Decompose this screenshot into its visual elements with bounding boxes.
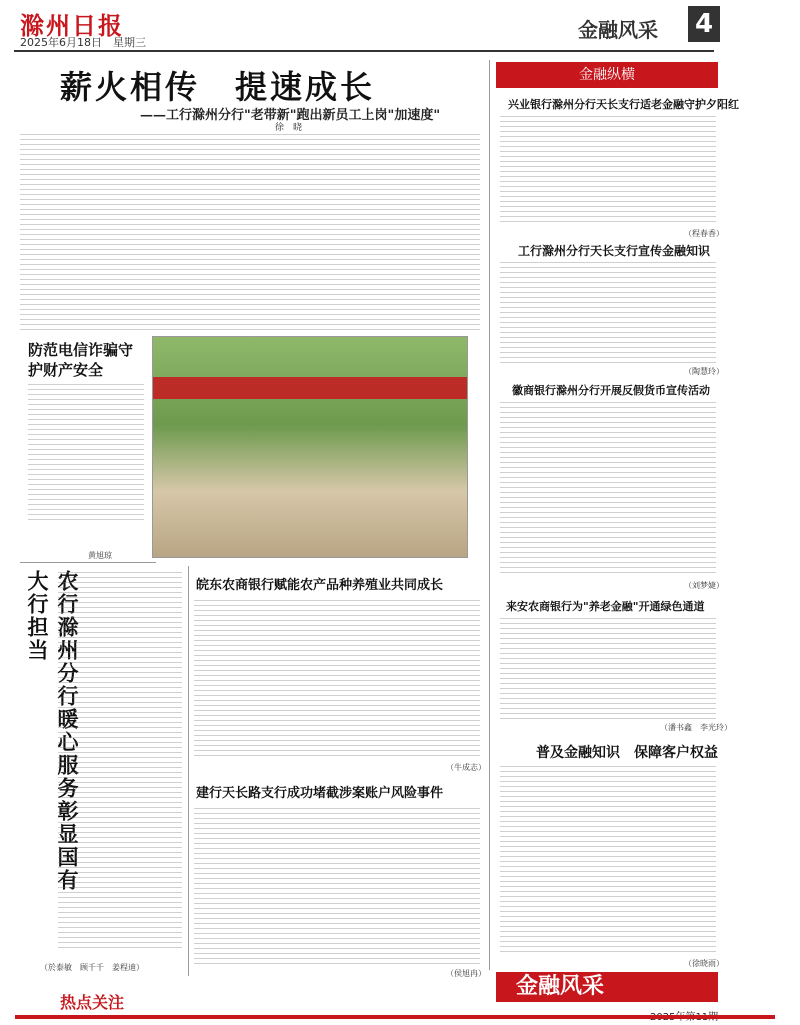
header-rule <box>14 50 714 52</box>
column-divider <box>188 566 189 976</box>
article-headline-wandong: 皖东农商银行赋能农产品种养殖业共同成长 <box>196 578 444 593</box>
article-headline-laian: 来安农商银行为"养老金融"开通绿色通道 <box>506 600 705 613</box>
footer-brand: 金融风采 <box>496 972 718 1002</box>
article-body-icbc <box>500 262 716 364</box>
footer-hot-topic: 热点关注 <box>60 993 125 1012</box>
lead-headline: 薪火相传 提速成长 <box>60 68 376 106</box>
article-author-huishang: （刘梦婕） <box>684 581 724 590</box>
article-author-cib: （程春香） <box>684 229 724 238</box>
article-author-wandong: （牛成志） <box>446 763 486 772</box>
article-body-wandong <box>194 600 480 760</box>
side-headline-abc: 农行滁州分行暖心服务彰显国有大行担当 <box>25 570 80 892</box>
article-headline-huishang: 徽商银行滁州分行开展反假货币宣传活动 <box>512 384 710 397</box>
photo-banner <box>153 377 467 399</box>
article-author-protect: （徐晓雨） <box>684 959 724 968</box>
divider <box>20 562 156 563</box>
article-author-ccb: （侯旭冉） <box>446 969 486 978</box>
article-photo <box>152 336 468 558</box>
article-author-icbc: （陶慧玲） <box>684 367 724 376</box>
side-body-fraud <box>28 384 144 522</box>
lead-author: 徐 晓 <box>275 123 303 133</box>
lead-body-text <box>20 134 480 330</box>
article-body-huishang <box>500 402 716 576</box>
column-divider <box>489 60 490 970</box>
newspaper-logo: 滁州日报 <box>20 11 124 40</box>
issue-date: 2025年6月18日 星期三 <box>20 36 146 49</box>
article-body-ccb <box>194 808 480 966</box>
column-band: 金融纵横 <box>496 62 718 88</box>
side-author-fraud: 黄旭琼 <box>88 551 112 560</box>
article-body-protect <box>500 766 716 956</box>
side-author-abc: （於泰敏 顾千千 姜程迪） <box>40 963 144 972</box>
footer-rule <box>15 1015 775 1019</box>
article-body-cib <box>500 116 716 224</box>
article-author-laian: （潘书鑫 李光玲） <box>660 723 732 732</box>
article-headline-cib: 兴业银行滁州分行天长支行适老金融守护夕阳红 <box>508 98 739 111</box>
lead-subheadline: ——工行滁州分行"老带新"跑出新员工上岗"加速度" <box>140 108 441 123</box>
article-headline-protect: 普及金融知识 保障客户权益 <box>536 745 718 761</box>
section-title: 金融风采 <box>578 18 658 42</box>
article-headline-ccb: 建行天长路支行成功堵截涉案账户风险事件 <box>196 786 444 801</box>
article-headline-icbc: 工行滁州分行天长支行宣传金融知识 <box>518 244 711 258</box>
side-headline-fraud: 防范电信诈骗守护财产安全 <box>28 341 134 379</box>
side-body-abc <box>58 572 182 952</box>
page-number: 4 <box>688 6 720 42</box>
article-body-laian <box>500 618 716 720</box>
